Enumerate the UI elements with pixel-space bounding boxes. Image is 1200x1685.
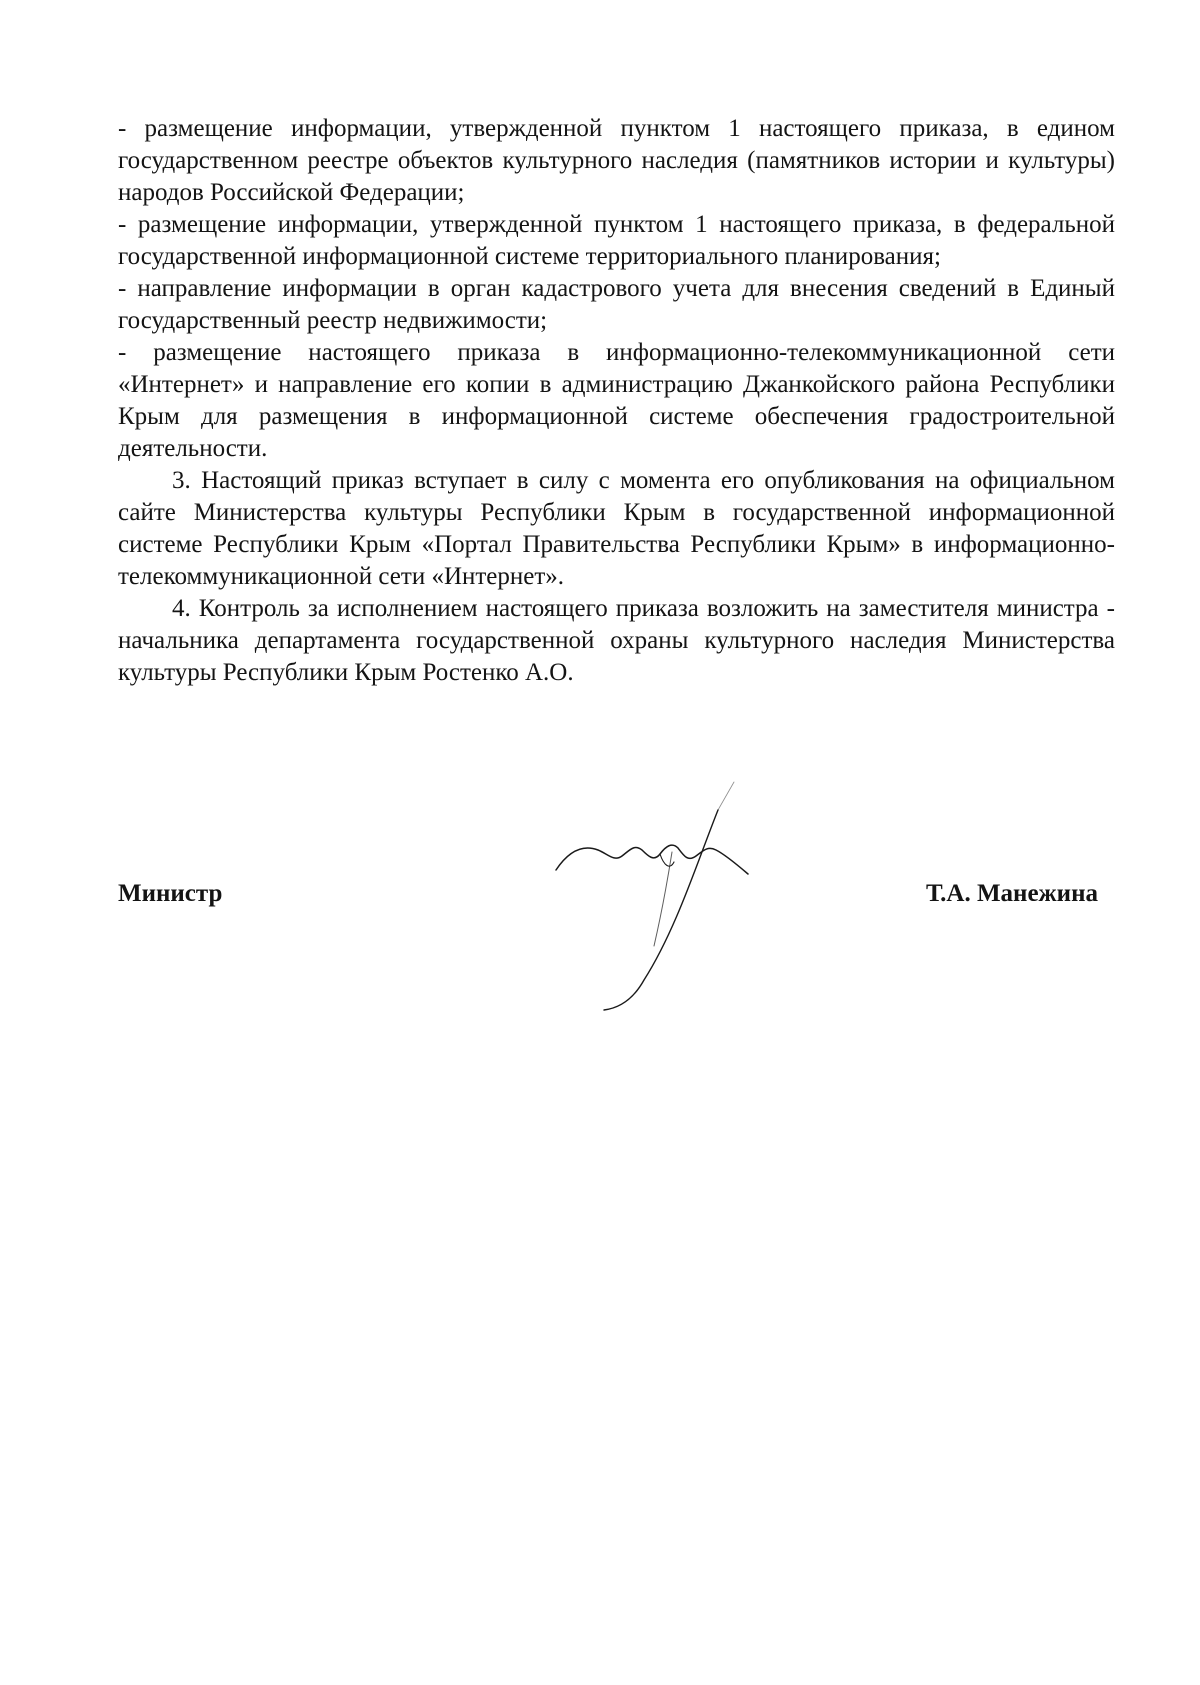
list-item-planning-system-publication: - размещение информации, утвержденной пунктом 1 настоящего приказа, в федеральной государственной информационной системе территориального планирования; [118, 211, 1115, 270]
signatory-name: Т.А. Манежина [925, 880, 1098, 907]
list-item-internet-publication: - размещение настоящего приказа в информационно-телекоммуникационной сети «Интернет» и направление его копии в администрацию Джанкойского района Республики Крым для размещения в информационной системе обеспечения градостроительной деятельности. [118, 339, 1115, 462]
list-item-cadastral-submission: - направление информации в орган кадастрового учета для внесения сведений в Единый государственный реестр недвижимости; [118, 275, 1115, 334]
list-item-registry-publication: - размещение информации, утвержденной пунктом 1 настоящего приказа, в едином государственном реестре объектов культурного наследия (памятников истории и культуры) народов Российской Федерации; [118, 115, 1115, 206]
handwritten-signature [548, 770, 768, 1030]
clause-4-control: 4. Контроль за исполнением настоящего приказа возложить на заместителя министра - начальника департамента государственной охраны культурного наследия Министерства культуры Республики Крым Ростенко А.О. [118, 595, 1115, 686]
clause-3-effective-date: 3. Настоящий приказ вступает в силу с момента его опубликования на официальном сайте Министерства культуры Республики Крым в государственной информационной системе Республики Крым «Портал Правительства Республики Крым» в информационно-телекоммуникационной сети «Интернет». [118, 467, 1115, 590]
signatory-title: Министр [118, 880, 223, 907]
document-body [118, 113, 1115, 689]
